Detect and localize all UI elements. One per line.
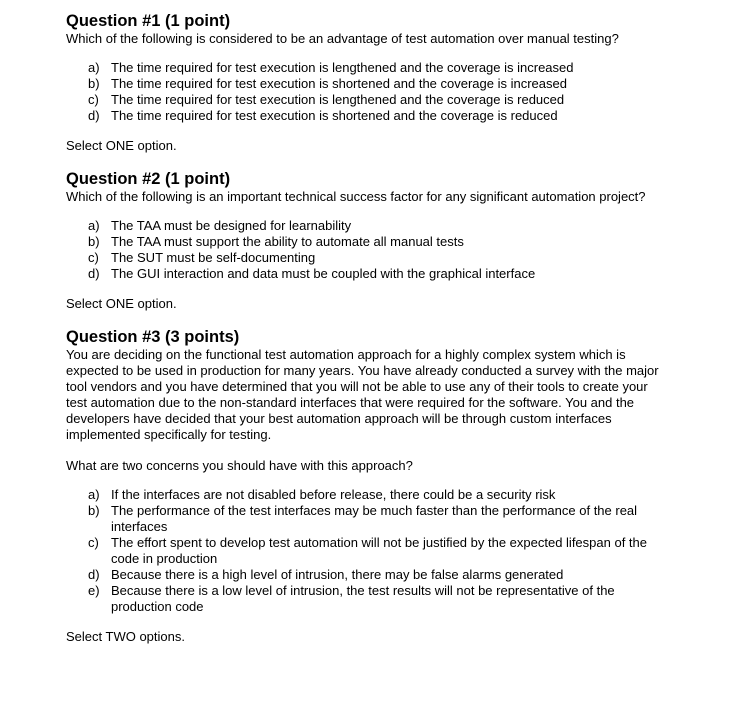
option-c [66, 250, 670, 266]
question-text: You are deciding on the functional test automation approach for a highly complex system which is expected to be used in production for many years. You have already conducted a survey with the major tool vendors and you have determined that you will not be able to use any of their tools to create your test automation due to the non-standard interfaces that were required for the software. You and the developers have decided that your best automation approach will be through custom interfaces implemented specifically for testing. [66, 347, 659, 442]
option-text: The time required for test execution is shortened and the coverage is increased [111, 76, 567, 91]
option-list [66, 60, 670, 124]
option-letter: d) [88, 266, 100, 281]
option-list [66, 218, 670, 282]
option-letter: e) [88, 583, 100, 598]
option-c [66, 92, 670, 108]
question-2 [66, 170, 670, 312]
question-1 [66, 12, 670, 154]
question-instruction: Select ONE option. [66, 138, 177, 153]
option-letter: d) [88, 567, 100, 582]
question-instruction: Select ONE option. [66, 296, 177, 311]
option-text: The effort spent to develop test automation will not be justified by the expected lifespan of the code in production [111, 535, 647, 566]
option-text: The TAA must be designed for learnability [111, 218, 352, 233]
document [66, 12, 670, 645]
option-text: The performance of the test interfaces may be much faster than the performance of the real interfaces [111, 503, 638, 534]
option-a [66, 487, 670, 503]
option-letter: a) [88, 60, 100, 75]
option-letter: b) [88, 76, 100, 91]
option-text: Because there is a low level of intrusion, the test results will not be representative of the production code [111, 583, 615, 614]
option-letter: b) [88, 503, 100, 518]
question-3 [66, 328, 670, 645]
question-heading: Question #2 (1 point) [66, 170, 231, 188]
question-instruction: Select TWO options. [66, 629, 185, 644]
option-letter: c) [88, 250, 99, 265]
option-letter: b) [88, 234, 100, 249]
option-text: Because there is a high level of intrusion, there may be false alarms generated [111, 567, 564, 582]
option-d [66, 567, 670, 583]
question-subtext: What are two concerns you should have with this approach? [66, 458, 413, 473]
option-text: The time required for test execution is lengthened and the coverage is reduced [111, 92, 565, 107]
question-heading: Question #1 (1 point) [66, 12, 231, 30]
option-b [66, 76, 670, 92]
option-text: The GUI interaction and data must be coupled with the graphical interface [111, 266, 536, 281]
option-d [66, 266, 670, 282]
option-letter: d) [88, 108, 100, 123]
option-letter: a) [88, 487, 100, 502]
option-text: If the interfaces are not disabled before release, there could be a security risk [111, 487, 556, 502]
option-d [66, 108, 670, 124]
option-text: The time required for test execution is lengthened and the coverage is increased [111, 60, 574, 75]
option-b [66, 234, 670, 250]
option-text: The SUT must be self-documenting [111, 250, 316, 265]
option-c [66, 535, 670, 567]
option-e [66, 583, 670, 615]
option-list [66, 487, 670, 615]
option-b [66, 503, 670, 535]
option-text: The time required for test execution is shortened and the coverage is reduced [111, 108, 558, 123]
option-a [66, 218, 670, 234]
option-letter: c) [88, 535, 99, 550]
option-a [66, 60, 670, 76]
question-heading: Question #3 (3 points) [66, 328, 240, 346]
question-text: Which of the following is an important technical success factor for any significant automation project? [66, 189, 646, 204]
option-letter: a) [88, 218, 100, 233]
option-text: The TAA must support the ability to automate all manual tests [111, 234, 464, 249]
option-letter: c) [88, 92, 99, 107]
question-text: Which of the following is considered to be an advantage of test automation over manual testing? [66, 31, 619, 46]
